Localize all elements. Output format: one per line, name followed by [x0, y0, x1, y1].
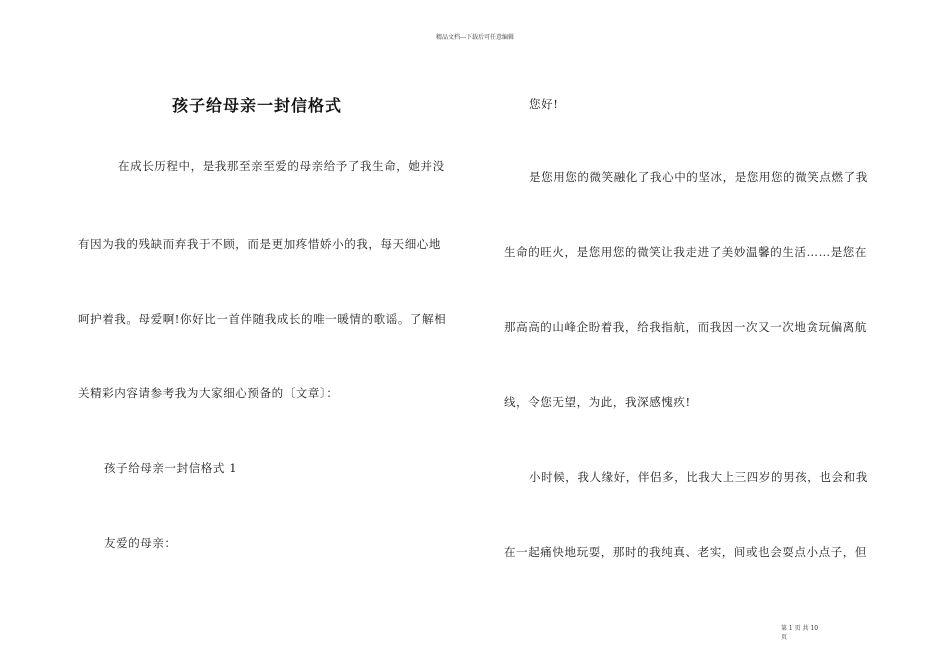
paragraph-line: 有因为我的残缺而弃我于不顾，而是更加疼惜娇小的我，每天细心地	[78, 237, 441, 251]
paragraph-line: 在成长历程中，是我那至亲至爱的母亲给予了我生命，她并没	[118, 159, 445, 173]
paragraph-line: 在一起痛快地玩耍，那时的我纯真、老实，间或也会耍点小点子，但	[504, 545, 867, 559]
paragraph-line: 关精彩内容请参考我为大家细心预备的〔文章〕：	[78, 386, 339, 400]
paragraph-line: 呵护着我。母爱啊!你好比一首伴随我成长的唯一暖情的歌谣。了解相	[78, 312, 447, 326]
paragraph-line: 那高高的山峰企盼着我，给我指航，而我因一次又一次地贪玩偏离航	[504, 320, 867, 334]
greeting: 您好!	[529, 97, 559, 111]
document-title: 孩子给母亲一封信格式	[172, 96, 343, 115]
salutation: 友爱的母亲：	[104, 536, 177, 550]
page-number-line-1: 第 1 页 共 10	[781, 625, 819, 632]
paragraph-line: 小时候，我人缘好，伴侣多，比我大上三四岁的男孩，也会和我	[529, 470, 868, 484]
paragraph-line: 线，令您无望，为此，我深感愧疚!	[504, 395, 691, 409]
page-number	[781, 624, 818, 642]
header-note: 精品文档---下载后可任意编辑	[435, 34, 515, 41]
paragraph-line: 是您用您的微笑融化了我心中的坚冰，是您用您的微笑点燃了我	[529, 170, 868, 184]
paragraph-line: 生命的旺火，是您用您的微笑让我走进了美妙温馨的生活……是您在	[504, 245, 867, 259]
section-heading: 孩子给母亲一封信格式 1	[104, 461, 238, 475]
page-number-line-2: 页	[781, 634, 788, 641]
